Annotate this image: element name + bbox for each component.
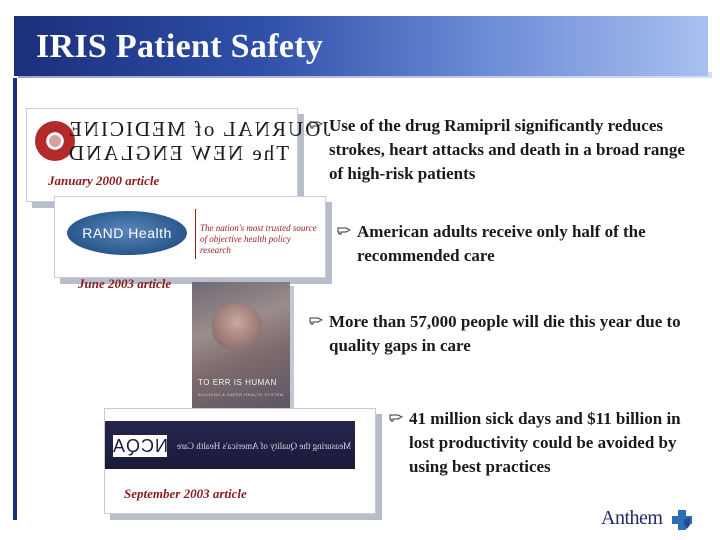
anthem-logo: Anthem [601, 507, 663, 529]
ncqa-band-text: Measuring the Quality of America's Health Care [177, 441, 352, 451]
rand-caption: June 2003 article [78, 276, 172, 291]
bullet-item [329, 310, 699, 358]
bullet-item [409, 407, 699, 479]
bullet-text: Use of the drug Ramipril significantly reduces strokes, heart attacks and death in a broad range of high-risk patients [329, 116, 685, 183]
rand-article-card [54, 196, 326, 278]
blue-cross-shield-icon [670, 508, 694, 532]
rand-tagline: The nation's most trusted source of objective health policy research [200, 223, 317, 255]
bullet-item [357, 220, 697, 268]
pointing-hand-icon [337, 225, 351, 235]
left-rule [13, 78, 17, 520]
rand-divider [195, 209, 196, 259]
pointing-hand-icon [309, 315, 323, 325]
book-subtitle: BUILDING A SAFER HEALTH SYSTEM [198, 392, 284, 397]
ncqa-caption: September 2003 article [124, 486, 247, 501]
ncqa-band [105, 421, 355, 469]
pointing-hand-icon [309, 119, 323, 129]
pointing-hand-icon [389, 412, 403, 422]
nejm-logo-line2: The NEW ENGLAND [67, 141, 290, 165]
bullet-text: More than 57,000 people will die this year due to quality gaps in care [329, 312, 681, 355]
rand-logo: RAND Health [67, 211, 187, 255]
ncqa-logo: NCQA [111, 435, 168, 456]
bullet-item [329, 114, 699, 186]
book-title: TO ERR IS HUMAN [198, 378, 277, 387]
book-cover-face-image [212, 304, 262, 350]
nejm-logo-line1: JOURNAL of MEDICINE [67, 117, 331, 141]
bullet-text: American adults receive only half of the recommended care [357, 222, 646, 265]
nejm-caption: January 2000 article [48, 173, 160, 188]
slide-title: IRIS Patient Safety [36, 28, 324, 65]
to-err-is-human-book-cover [192, 282, 290, 410]
bullet-text: 41 million sick days and $11 billion in lost productivity could be avoided by using best practices [409, 409, 681, 476]
